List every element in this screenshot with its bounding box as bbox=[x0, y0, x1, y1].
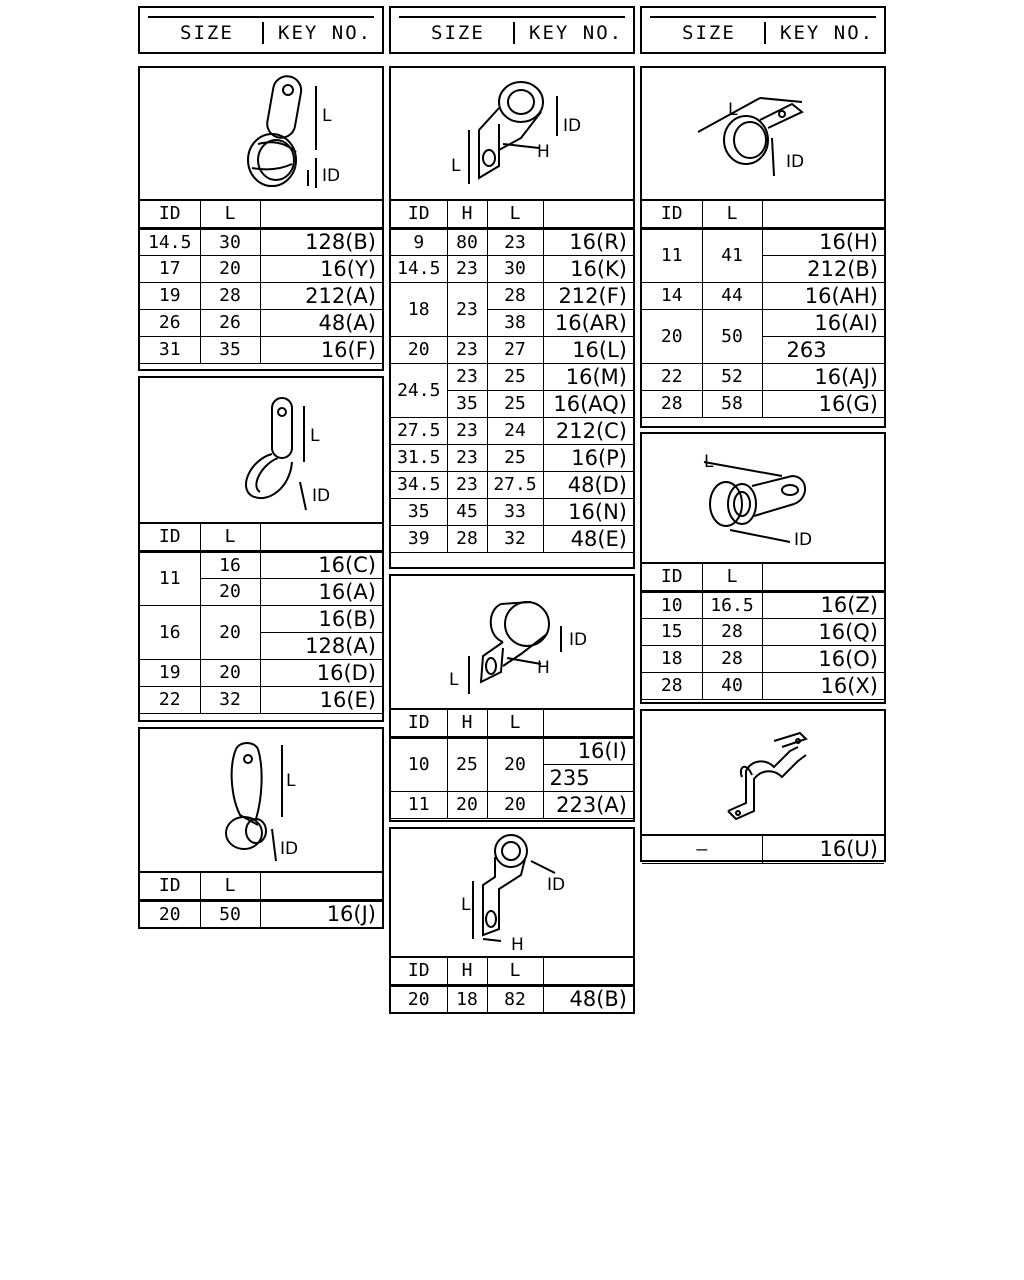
col-l-header: L bbox=[702, 564, 762, 591]
clamp-illustration bbox=[642, 434, 884, 564]
key-no-label: KEY NO. bbox=[529, 22, 624, 44]
size-header-2 bbox=[389, 6, 635, 54]
dim-l-label: L bbox=[286, 771, 296, 791]
id-cell: 22 bbox=[642, 363, 702, 390]
header-separator bbox=[262, 22, 264, 44]
l-cell: 27.5 bbox=[487, 471, 543, 498]
clamp-section-c1-3 bbox=[138, 727, 384, 929]
l-cell: 24 bbox=[487, 417, 543, 444]
h-cell: 25 bbox=[447, 737, 487, 791]
clamp-illustration bbox=[140, 729, 382, 873]
key-cell[interactable]: 128(B) bbox=[260, 228, 382, 255]
l-cell: 32 bbox=[487, 525, 543, 552]
key-cell[interactable]: 212(F) bbox=[543, 282, 633, 309]
id-cell: 19 bbox=[140, 659, 200, 686]
dim-l-label: L bbox=[451, 156, 461, 176]
l-cell: 20 bbox=[200, 255, 260, 282]
dim-id-label: ID bbox=[569, 630, 588, 650]
size-label: SIZE bbox=[180, 22, 234, 44]
col-key-header bbox=[260, 201, 382, 228]
table-row bbox=[140, 255, 382, 282]
key-cell[interactable]: 16(Z) bbox=[762, 591, 884, 618]
dim-id-label: ID bbox=[322, 166, 341, 186]
key-cell[interactable]: 16(AQ) bbox=[543, 390, 633, 417]
h-cell: 23 bbox=[447, 444, 487, 471]
table-row bbox=[391, 498, 633, 525]
clamp-section-c2-1 bbox=[389, 66, 635, 569]
table-row bbox=[391, 363, 633, 390]
l-cell: 50 bbox=[200, 900, 260, 927]
col-key-header bbox=[543, 201, 633, 228]
h-cell: 23 bbox=[447, 336, 487, 363]
table-row bbox=[642, 618, 884, 645]
table-row bbox=[391, 417, 633, 444]
col-h-header: H bbox=[447, 710, 487, 737]
header-rule bbox=[650, 16, 876, 18]
clamp-illustration bbox=[140, 378, 382, 524]
id-cell: 14.5 bbox=[391, 255, 447, 282]
size-table bbox=[140, 873, 382, 928]
table-row bbox=[391, 255, 633, 282]
l-cell: 35 bbox=[200, 336, 260, 363]
id-cell: 17 bbox=[140, 255, 200, 282]
col-id-header: ID bbox=[391, 201, 447, 228]
col-id-header: ID bbox=[140, 201, 200, 228]
clamp-illustration bbox=[642, 711, 884, 836]
l-cell: 30 bbox=[200, 228, 260, 255]
table-row bbox=[391, 985, 633, 1012]
id-cell: 20 bbox=[642, 309, 702, 363]
key-cell[interactable]: 128(A) bbox=[260, 632, 382, 659]
col-h-header: H bbox=[447, 201, 487, 228]
l-cell: 20 bbox=[200, 659, 260, 686]
stepped-clamp-drawing bbox=[391, 68, 633, 201]
clamp-illustration bbox=[391, 68, 633, 201]
clamp-section-c3-1 bbox=[640, 66, 886, 428]
size-cell: — bbox=[642, 836, 762, 863]
l-cell: 44 bbox=[702, 282, 762, 309]
h-cell: 23 bbox=[447, 471, 487, 498]
col-key-header bbox=[260, 873, 382, 900]
dim-h-label: H bbox=[537, 658, 550, 678]
table-row bbox=[642, 645, 884, 672]
dim-id-label: ID bbox=[786, 152, 805, 172]
l-cell: 16.5 bbox=[702, 591, 762, 618]
id-cell: 22 bbox=[140, 686, 200, 713]
h-cell: 20 bbox=[447, 791, 487, 818]
id-cell: 11 bbox=[391, 791, 447, 818]
id-cell: 39 bbox=[391, 525, 447, 552]
table-row bbox=[642, 309, 884, 336]
id-cell: 10 bbox=[642, 591, 702, 618]
l-cell: 28 bbox=[702, 645, 762, 672]
h-cell: 23 bbox=[447, 417, 487, 444]
l-cell: 58 bbox=[702, 390, 762, 417]
id-cell: 31.5 bbox=[391, 444, 447, 471]
l-cell: 20 bbox=[487, 737, 543, 791]
dim-l-label: L bbox=[310, 426, 320, 446]
dim-id-label: ID bbox=[563, 116, 582, 136]
clamp-section-c2-2 bbox=[389, 574, 635, 822]
col-h-header: H bbox=[447, 958, 487, 985]
l-cell: 28 bbox=[702, 618, 762, 645]
id-cell: 26 bbox=[140, 309, 200, 336]
clamp-section-c3-2 bbox=[640, 432, 886, 704]
col-key-header bbox=[543, 710, 633, 737]
header-rule bbox=[148, 16, 374, 18]
l-cell: 30 bbox=[487, 255, 543, 282]
table-row bbox=[391, 336, 633, 363]
table-row bbox=[140, 309, 382, 336]
header-rule bbox=[399, 16, 625, 18]
loop-clamp-drawing bbox=[140, 68, 382, 201]
l-cell: 25 bbox=[487, 363, 543, 390]
dim-id-label: ID bbox=[794, 530, 813, 550]
p-clamp-drawing bbox=[140, 378, 382, 524]
col-id-header: ID bbox=[391, 958, 447, 985]
ring-clamp-drawing bbox=[642, 68, 884, 201]
header-separator bbox=[513, 22, 515, 44]
id-cell: 35 bbox=[391, 498, 447, 525]
table-row bbox=[642, 390, 884, 417]
clamp-illustration bbox=[391, 829, 633, 958]
table-row bbox=[391, 444, 633, 471]
key-no-label: KEY NO. bbox=[278, 22, 373, 44]
key-cell[interactable]: 48(D) bbox=[543, 471, 633, 498]
l-cell: 27 bbox=[487, 336, 543, 363]
key-cell[interactable]: 16(D) bbox=[260, 659, 382, 686]
clamp-section-c2-3 bbox=[389, 827, 635, 1014]
key-cell[interactable]: 16(R) bbox=[543, 228, 633, 255]
table-row bbox=[140, 551, 382, 578]
table-row bbox=[642, 672, 884, 699]
table-row bbox=[642, 282, 884, 309]
key-cell[interactable]: 235 bbox=[543, 764, 633, 791]
table-row bbox=[391, 525, 633, 552]
dim-id-label: ID bbox=[312, 486, 331, 506]
key-cell[interactable]: 212(B) bbox=[762, 255, 884, 282]
key-cell[interactable]: 16(G) bbox=[762, 390, 884, 417]
l-cell: 16 bbox=[200, 551, 260, 578]
l-cell: 20 bbox=[200, 605, 260, 659]
clamp-section-c1-2 bbox=[138, 376, 384, 722]
l-cell: 20 bbox=[200, 578, 260, 605]
col-id-header: ID bbox=[642, 564, 702, 591]
dim-l-label: L bbox=[322, 106, 332, 126]
id-cell: 20 bbox=[140, 900, 200, 927]
table-row bbox=[140, 659, 382, 686]
col-l-header: L bbox=[200, 524, 260, 551]
clamp-section-c1-1 bbox=[138, 66, 384, 371]
clamp-illustration bbox=[140, 68, 382, 201]
id-cell: 11 bbox=[140, 551, 200, 605]
size-table bbox=[391, 710, 633, 819]
col-id-header: ID bbox=[140, 524, 200, 551]
key-cell[interactable]: 16(J) bbox=[260, 900, 382, 927]
id-cell: 10 bbox=[391, 737, 447, 791]
key-cell[interactable]: 16(E) bbox=[260, 686, 382, 713]
size-table bbox=[391, 201, 633, 553]
key-cell[interactable]: 48(E) bbox=[543, 525, 633, 552]
id-cell: 27.5 bbox=[391, 417, 447, 444]
l-cell: 33 bbox=[487, 498, 543, 525]
dim-id-label: ID bbox=[547, 875, 566, 895]
key-cell[interactable]: 16(Q) bbox=[762, 618, 884, 645]
table-row bbox=[391, 282, 633, 309]
h-cell: 23 bbox=[447, 255, 487, 282]
key-cell[interactable]: 16(Y) bbox=[260, 255, 382, 282]
table-row bbox=[391, 471, 633, 498]
table-row bbox=[642, 836, 884, 863]
l-cell: 25 bbox=[487, 390, 543, 417]
h-cell: 23 bbox=[447, 363, 487, 390]
table-row bbox=[140, 900, 382, 927]
key-cell[interactable]: 16(O) bbox=[762, 645, 884, 672]
key-cell[interactable]: 16(L) bbox=[543, 336, 633, 363]
id-cell: 16 bbox=[140, 605, 200, 659]
size-table bbox=[642, 836, 884, 864]
col-l-header: L bbox=[702, 201, 762, 228]
key-cell[interactable]: 16(C) bbox=[260, 551, 382, 578]
size-table bbox=[391, 958, 633, 1013]
l-cell: 52 bbox=[702, 363, 762, 390]
l-cell: 40 bbox=[702, 672, 762, 699]
grommet-clamp-drawing bbox=[642, 434, 884, 564]
col-id-header: ID bbox=[140, 873, 200, 900]
col-id-header: ID bbox=[391, 710, 447, 737]
id-cell: 31 bbox=[140, 336, 200, 363]
table-row bbox=[642, 363, 884, 390]
h-cell: 35 bbox=[447, 390, 487, 417]
col-id-header: ID bbox=[642, 201, 702, 228]
key-cell[interactable]: 16(K) bbox=[543, 255, 633, 282]
id-cell: 11 bbox=[642, 228, 702, 282]
key-cell[interactable]: 16(AR) bbox=[543, 309, 633, 336]
l-cell: 25 bbox=[487, 444, 543, 471]
id-cell: 9 bbox=[391, 228, 447, 255]
dim-l-label: L bbox=[704, 452, 714, 472]
table-row bbox=[140, 336, 382, 363]
size-header-1 bbox=[138, 6, 384, 54]
h-cell: 23 bbox=[447, 282, 487, 336]
id-cell: 24.5 bbox=[391, 363, 447, 417]
key-cell[interactable]: 16(AI) bbox=[762, 309, 884, 336]
table-row bbox=[391, 791, 633, 818]
size-label: SIZE bbox=[431, 22, 485, 44]
col-l-header: L bbox=[487, 710, 543, 737]
clamp-illustration bbox=[642, 68, 884, 201]
key-cell[interactable]: 16(U) bbox=[762, 836, 884, 863]
key-cell[interactable]: 16(F) bbox=[260, 336, 382, 363]
col-key-header bbox=[543, 958, 633, 985]
dim-l-label: L bbox=[728, 100, 738, 120]
key-cell[interactable]: 48(A) bbox=[260, 309, 382, 336]
key-cell[interactable]: 16(I) bbox=[543, 737, 633, 764]
key-cell[interactable]: 16(P) bbox=[543, 444, 633, 471]
dim-id-label: ID bbox=[280, 839, 299, 859]
table-row bbox=[140, 686, 382, 713]
dim-h-label: H bbox=[537, 142, 550, 162]
col-key-header bbox=[762, 201, 884, 228]
size-table bbox=[642, 564, 884, 700]
table-row bbox=[391, 737, 633, 764]
key-cell[interactable]: 16(H) bbox=[762, 228, 884, 255]
col-l-header: L bbox=[487, 958, 543, 985]
id-cell: 19 bbox=[140, 282, 200, 309]
saddle-clamp-drawing bbox=[642, 711, 884, 836]
id-cell: 15 bbox=[642, 618, 702, 645]
id-cell: 14.5 bbox=[140, 228, 200, 255]
h-cell: 28 bbox=[447, 525, 487, 552]
size-header-3 bbox=[640, 6, 886, 54]
key-cell[interactable]: 16(AH) bbox=[762, 282, 884, 309]
key-cell[interactable]: 16(A) bbox=[260, 578, 382, 605]
l-cell: 38 bbox=[487, 309, 543, 336]
key-cell[interactable]: 212(A) bbox=[260, 282, 382, 309]
col-l-header: L bbox=[200, 873, 260, 900]
id-cell: 14 bbox=[642, 282, 702, 309]
id-cell: 28 bbox=[642, 672, 702, 699]
table-row bbox=[140, 282, 382, 309]
l-cell: 23 bbox=[487, 228, 543, 255]
key-cell[interactable]: 263 bbox=[762, 336, 884, 363]
l-cell: 20 bbox=[487, 791, 543, 818]
id-cell: 28 bbox=[642, 390, 702, 417]
table-row bbox=[391, 228, 633, 255]
l-cell: 82 bbox=[487, 985, 543, 1012]
l-cell: 28 bbox=[200, 282, 260, 309]
id-cell: 20 bbox=[391, 336, 447, 363]
h-cell: 80 bbox=[447, 228, 487, 255]
id-cell: 20 bbox=[391, 985, 447, 1012]
header-separator bbox=[764, 22, 766, 44]
dim-l-label: L bbox=[449, 670, 459, 690]
key-cell[interactable]: 16(X) bbox=[762, 672, 884, 699]
table-row bbox=[642, 591, 884, 618]
col-l-header: L bbox=[200, 201, 260, 228]
col-key-header bbox=[260, 524, 382, 551]
clamp-illustration bbox=[391, 576, 633, 710]
l-cell: 50 bbox=[702, 309, 762, 363]
size-table bbox=[642, 201, 884, 418]
key-no-label: KEY NO. bbox=[780, 22, 875, 44]
size-label: SIZE bbox=[682, 22, 736, 44]
size-table bbox=[140, 524, 382, 714]
id-cell: 18 bbox=[642, 645, 702, 672]
long-tab-clamp-drawing bbox=[140, 729, 382, 873]
key-cell[interactable]: 16(B) bbox=[260, 605, 382, 632]
h-cell: 45 bbox=[447, 498, 487, 525]
l-cell: 41 bbox=[702, 228, 762, 282]
l-cell: 28 bbox=[487, 282, 543, 309]
dim-h-label: H bbox=[511, 935, 524, 955]
h-cell: 18 bbox=[447, 985, 487, 1012]
key-cell[interactable]: 212(C) bbox=[543, 417, 633, 444]
l-cell: 26 bbox=[200, 309, 260, 336]
id-cell: 34.5 bbox=[391, 471, 447, 498]
key-cell[interactable]: 48(B) bbox=[543, 985, 633, 1012]
col-key-header bbox=[762, 564, 884, 591]
key-cell[interactable]: 16(AJ) bbox=[762, 363, 884, 390]
col-l-header: L bbox=[487, 201, 543, 228]
clamp-section-c3-3 bbox=[640, 709, 886, 862]
table-row bbox=[642, 228, 884, 255]
table-row bbox=[140, 228, 382, 255]
table-row bbox=[140, 605, 382, 632]
dim-l-label: L bbox=[461, 895, 471, 915]
key-cell[interactable]: 16(M) bbox=[543, 363, 633, 390]
key-cell[interactable]: 223(A) bbox=[543, 791, 633, 818]
key-cell[interactable]: 16(N) bbox=[543, 498, 633, 525]
stepped-clamp-drawing bbox=[391, 576, 633, 710]
id-cell: 18 bbox=[391, 282, 447, 336]
size-table bbox=[140, 201, 382, 364]
l-cell: 32 bbox=[200, 686, 260, 713]
